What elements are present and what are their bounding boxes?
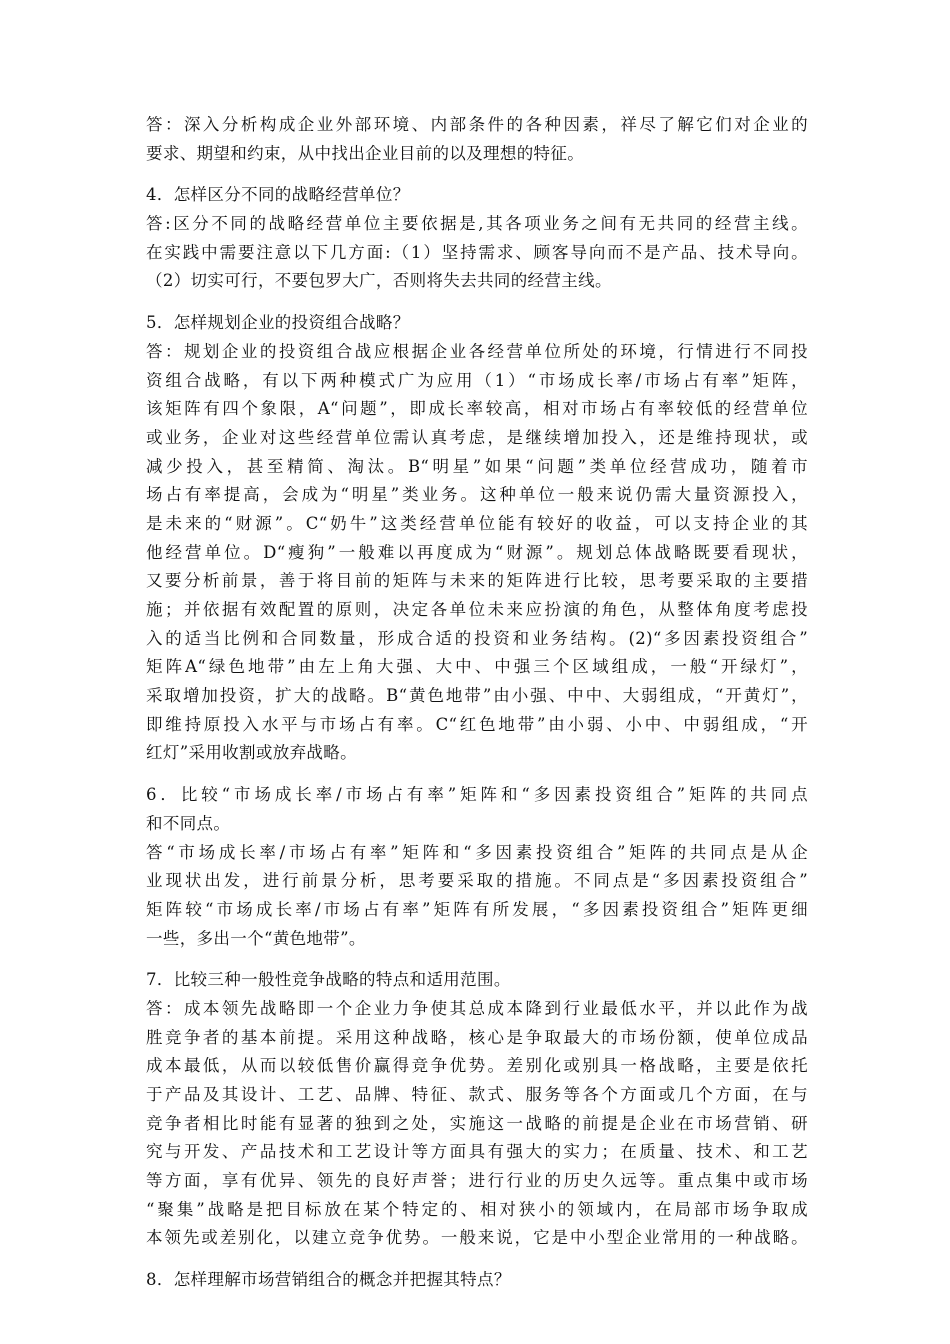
text-line: “聚集”战略是把目标放在某个特定的、相对狭小的领域内，在局部市场争取成 xyxy=(146,1199,808,1219)
text-line: 在实践中需要注意以下几方面:（1）坚持需求、顾客导向而不是产品、技术导向。 xyxy=(146,242,808,262)
text-line: 该矩阵有四个象限，A“问题”，即成长率较高，相对市场占有率较低的经营单位 xyxy=(146,399,808,419)
text-line: 或业务，企业对这些经营单位需认真考虑，是继续增加投入，还是维持现状，或 xyxy=(146,427,808,447)
question-heading: 5．怎样规划企业的投资组合战略？ xyxy=(146,313,410,333)
text-line: 又要分析前景，善于将目前的矩阵与未来的矩阵进行比较，思考要采取的主要措 xyxy=(146,571,808,591)
text-line: 答：规划企业的投资组合战应根据企业各经营单位所处的环境，行情进行不同投 xyxy=(146,341,808,361)
text-line: 究与开发、产品技术和工艺设计等方面具有强大的实力；在质量、技术、和工艺 xyxy=(146,1142,808,1162)
qa-section-4 xyxy=(146,181,808,296)
text-line: 一些，多出一个“黄色地带”。 xyxy=(146,928,366,948)
qa-section-6 xyxy=(146,781,808,953)
text-line: 即维持原投入水平与市场占有率。C“红色地带”由小弱、小中、中弱组成，“开 xyxy=(146,714,808,734)
question-heading: 和不同点。 xyxy=(146,813,231,833)
qa-section-5 xyxy=(146,309,808,768)
question-heading: 8．怎样理解市场营销组合的概念并把握其特点？ xyxy=(146,1270,511,1290)
text-line: 矩阵较“市场成长率/市场占有率”矩阵有所发展，“多因素投资组合”矩阵更细 xyxy=(146,899,808,919)
text-line: 本领先或差别化，以建立竞争优势。一般来说，它是中小型企业常用的一种战略。 xyxy=(146,1228,808,1248)
question-heading: 4．怎样区分不同的战略经营单位？ xyxy=(146,185,410,205)
text-line: 答“市场成长率/市场占有率”矩阵和“多因素投资组合”矩阵的共同点是从企 xyxy=(146,842,808,862)
text-line: 采取增加投资，扩大的战略。B“黄色地带”由小强、中中、大弱组成，“开黄灯”， xyxy=(146,686,808,706)
text-line: 红灯”采用收割或放弃战略。 xyxy=(146,743,357,763)
text-line: 他经营单位。D“瘦狗”一般难以再度成为“财源”。规划总体战略既要看现状， xyxy=(146,542,808,562)
text-line: 答：成本领先战略即一个企业力争使其总成本降到行业最低水平，并以此作为战 xyxy=(146,998,808,1018)
text-line: 于产品及其设计、工艺、品牌、特征、款式、服务等各个方面或几个方面，在与 xyxy=(146,1085,808,1104)
qa-section-7 xyxy=(146,966,808,1253)
text-line: （2）切实可行，不要包罗大广，否则将失去共同的经营主线。 xyxy=(146,271,612,291)
text-line: 资组合战略，有以下两种模式广为应用（1）“市场成长率/市场占有率”矩阵， xyxy=(146,370,808,390)
text-line: 竞争者相比时能有显著的独到之处，实施这一战略的前提是企业在市场营销、研 xyxy=(146,1113,808,1133)
text-line: 场占有率提高，会成为“明星”类业务。这种单位一般来说仍需大量资源投入， xyxy=(146,485,808,505)
text-line: 答：深入分析构成企业外部环境、内部条件的各种因素，祥尽了解它们对企业的 xyxy=(146,115,808,134)
question-heading: 7．比较三种一般性竞争战略的特点和适用范围。 xyxy=(146,970,511,990)
text-line: 施；并依据有效配置的原则，决定各单位未来应扮演的角色，从整体角度考虑投 xyxy=(146,600,808,619)
text-line: 胜竞争者的基本前提。采用这种战略，核心是争取最大的市场份额，使单位成品 xyxy=(146,1027,808,1047)
text-line: 是未来的“财源”。C“奶牛”这类经营单位能有较好的收益，可以支持企业的其 xyxy=(146,513,808,533)
text-line: 减少投入，甚至精简、淘汰。B“明星”如果“问题”类单位经营成功，随着市 xyxy=(146,456,808,476)
text-line: 业现状出发，进行前景分析，思考要采取的措施。不同点是“多因素投资组合” xyxy=(146,871,808,891)
qa-section-8 xyxy=(146,1266,808,1295)
text-line: 答:区分不同的战略经营单位主要依据是,其各项业务之间有无共同的经营主线。 xyxy=(146,214,808,234)
document-page xyxy=(146,111,808,1295)
text-line: 要求、期望和约束，从中找出企业目前的以及理想的特征。 xyxy=(146,143,585,163)
question-heading: 6．比较“市场成长率/市场占有率”矩阵和“多因素投资组合”矩阵的共同点 xyxy=(146,785,808,805)
text-line: 入的适当比例和合同数量，形成合适的投资和业务结构。(2)“多因素投资组合” xyxy=(146,628,808,648)
answer-paragraph xyxy=(146,111,808,168)
text-line: 矩阵A“绿色地带”由左上角大强、大中、中强三个区域组成，一般“开绿灯”， xyxy=(146,657,808,677)
text-line: 等方面，享有优异、领先的良好声誉；进行行业的历史久远等。重点集中或市场 xyxy=(146,1171,808,1191)
text-line: 成本最低，从而以较低售价赢得竞争优势。差别化或别具一格战略，主要是依托 xyxy=(146,1056,808,1076)
